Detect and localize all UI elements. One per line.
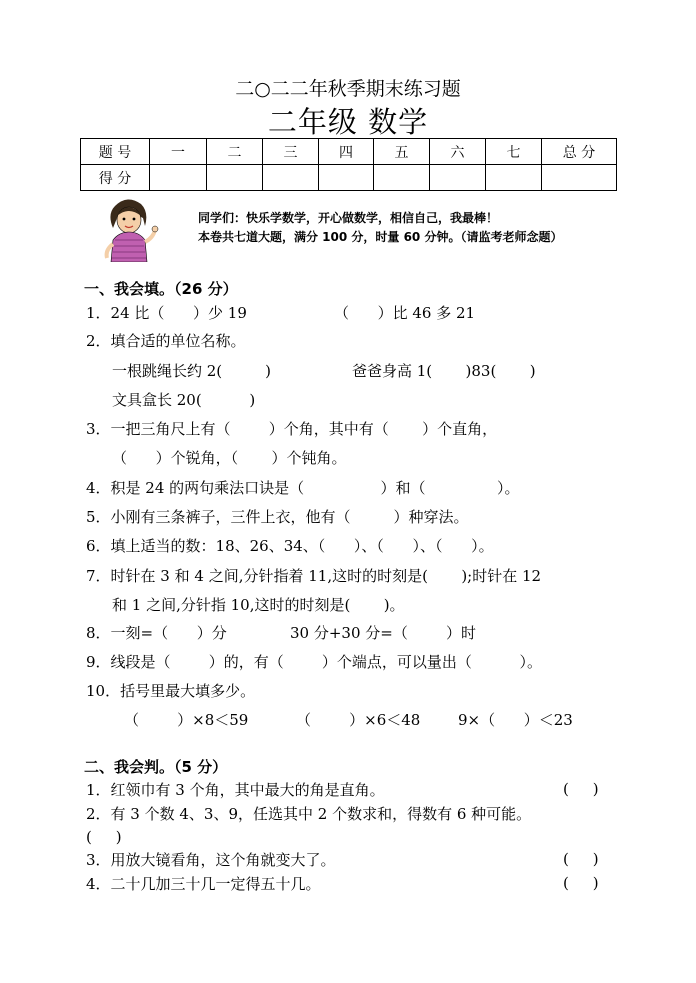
question-5: 5．小刚有三条裤子，三件上衣，他有（ ）种穿法。 <box>86 508 469 526</box>
question-2a: 一根跳绳长约 2( ) <box>112 362 271 380</box>
score-header-cell: 总 分 <box>542 139 617 165</box>
judge-question-4: 4．二十几加三十几一定得五十几。 <box>86 875 321 893</box>
answer-paren[interactable]: ( ) <box>563 874 599 892</box>
question-4: 4．积是 24 的两句乘法口诀是（ ）和（ ）。 <box>86 479 520 497</box>
score-row-label: 得 分 <box>81 165 150 191</box>
score-header-cell: 六 <box>430 139 486 165</box>
question-7: 7．时针在 3 和 4 之间,分针指着 11,这时的时刻是( );时针在 12 <box>86 567 542 585</box>
section-1-title: 一、我会填。（26 分） <box>84 280 238 298</box>
question-2: 2．填合适的单位名称。 <box>86 332 246 350</box>
score-header-cell: 五 <box>374 139 430 165</box>
question-9: 9．线段是（ ）的，有（ ）个端点，可以量出（ ）。 <box>86 653 543 671</box>
question-8b: 30 分+30 分=（ ）时 <box>290 624 476 642</box>
judge-question-3: 3．用放大镜看角，这个角就变大了。 <box>86 851 336 869</box>
intro-line: 同学们：快乐学数学，开心做数学，相信自己，我最棒！ <box>198 211 499 225</box>
score-table-header-row <box>81 139 617 165</box>
answer-paren[interactable]: ( ) <box>86 828 122 846</box>
score-cell[interactable] <box>207 165 263 191</box>
section-2-title: 二、我会判。（5 分） <box>84 758 228 776</box>
score-cell[interactable] <box>430 165 486 191</box>
score-table-score-row <box>81 165 617 191</box>
question-3b: （ ）个锐角，（ ）个钝角。 <box>112 449 347 467</box>
score-header-cell: 四 <box>319 139 374 165</box>
judge-question-1: 1．红领巾有 3 个角，其中最大的角是直角。 <box>86 781 385 799</box>
score-cell[interactable] <box>542 165 617 191</box>
score-header-cell: 二 <box>207 139 263 165</box>
exam-title: 二○二二年秋季期末练习题 <box>235 78 461 100</box>
question-1a: 1．24 比（ ）少 19 <box>86 304 247 322</box>
intro-text <box>198 209 562 247</box>
question-7b: 和 1 之间,分针指 10,这时的时刻是( )。 <box>112 596 405 614</box>
intro-line: 本卷共七道大题，满分 100 分，时量 60 分钟。（请监考老师念题） <box>198 230 563 244</box>
question-10: 10．括号里最大填多少。 <box>86 682 256 700</box>
score-header-cell: 一 <box>150 139 207 165</box>
question-1b: （ ）比 46 多 21 <box>334 304 476 322</box>
teacher-illustration <box>97 196 161 262</box>
question-2b: 爸爸身高 1( )83( ) <box>352 362 536 380</box>
question-6: 6．填上适当的数：18、26、34、（ ）、（ ）、（ ）。 <box>86 537 494 555</box>
score-header-cell: 三 <box>263 139 319 165</box>
score-cell[interactable] <box>374 165 430 191</box>
question-3: 3．一把三角尺上有（ ）个角，其中有（ ）个直角， <box>86 420 498 438</box>
question-10b: （ ）×6＜48 <box>296 711 421 729</box>
answer-paren[interactable]: ( ) <box>563 850 599 868</box>
answer-paren[interactable]: ( ) <box>563 780 599 798</box>
question-2c: 文具盒长 20( ) <box>112 391 256 409</box>
score-cell[interactable] <box>486 165 542 191</box>
judge-question-2: 2．有 3 个数 4、3、9，任选其中 2 个数求和，得数有 6 种可能。 <box>86 805 532 823</box>
exam-subtitle: 二年级 数学 <box>267 105 429 139</box>
score-cell[interactable] <box>150 165 207 191</box>
score-cell[interactable] <box>319 165 374 191</box>
question-8a: 8．一刻=（ ）分 <box>86 624 227 642</box>
score-cell[interactable] <box>263 165 319 191</box>
question-10a: （ ）×8＜59 <box>124 711 249 729</box>
score-header-cell: 题 号 <box>81 139 150 165</box>
score-header-cell: 七 <box>486 139 542 165</box>
question-10c: 9×（ ）＜23 <box>458 711 573 729</box>
score-table <box>80 138 617 191</box>
